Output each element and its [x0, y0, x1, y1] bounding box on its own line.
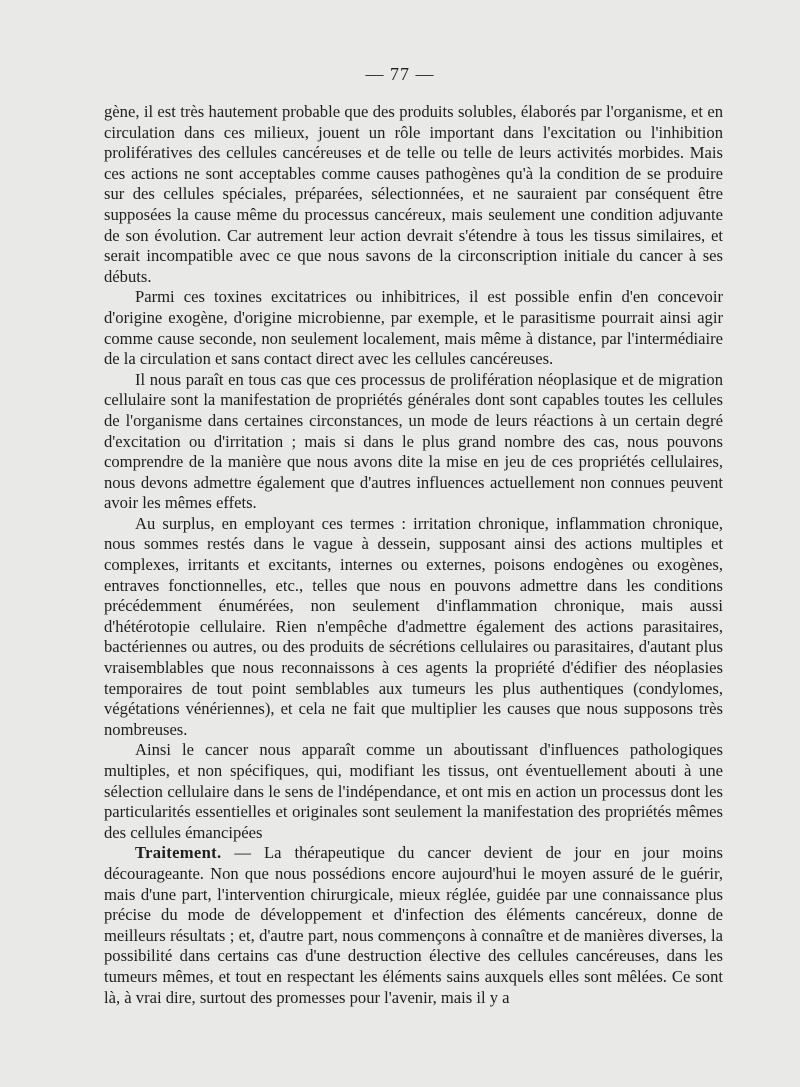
body-text: [104, 102, 723, 1008]
paragraph-6-text: — La thérapeutique du cancer devient de jour en jour moins décourageante. Non que nous possédions encore aujourd'hui le moyen assuré de le guérir, mais d'une part, l'intervention chirurgicale, mieux réglée, guidée par une connaissance plus précise du mode de développement et d'infection des éléments cancéreux, donne de meilleurs résultats ; et, d'autre part, nous commençons à connaître et de manières diverses, la possibilité dans certains cas d'une destruction élective des cellules cancéreuses, dans les tumeurs mêmes, et tout en respectant les éléments sains auxquels elles sont mêlées. Ce sont là, à vrai dire, surtout des promesses pour l'avenir, mais il y a: [104, 843, 723, 1007]
paragraph-3: Il nous paraît en tous cas que ces processus de prolifération néoplasique et de migration cellulaire sont la manifestation de propriétés générales dont sont capables toutes les cellules de l'organisme dans certaines circonstances, un mode de leurs réactions à un certain degré d'excitation ou d'irritation ; mais si dans le plus grand nombre des cas, nous pouvons comprendre de la manière que nous avons dite la mise en jeu de ces propriétés cellulaires, nous devons admettre également que d'autres influences actuellement non connues peuvent avoir les mêmes effets.: [104, 369, 723, 513]
paragraph-1: gène, il est très hautement probable que des produits solubles, élaborés par l'organisme, et en circulation dans ces milieux, jouent un rôle important dans l'excitation ou l'inhibition prolifératives des cellules cancéreuses et de telle ou telle de leurs activités morbides. Mais ces actions ne sont acceptables comme causes pathogènes qu'à la condition de se produire sur des cellules spéciales, préparées, sélectionnées, et ne sauraient par conséquent être supposées la cause même du processus cancéreux, mais seulement une condition adjuvante de son évolution. Car autrement leur action devrait s'étendre à tous les tissus similaires, et serait incompatible avec ce que nous savons de la circonscription initiale du cancer à ses débuts.: [104, 102, 723, 286]
paragraph-6: [104, 843, 723, 1008]
paragraph-2: Parmi ces toxines excitatrices ou inhibitrices, il est possible enfin d'en concevoir d'origine exogène, d'origine microbienne, par exemple, et le parasitisme pourrait ainsi agir comme cause seconde, non seulement localement, mais même à distance, par l'intermédiaire de la circulation et sans contact direct avec les cellules cancéreuses.: [104, 287, 723, 369]
paragraph-5: Ainsi le cancer nous apparaît comme un aboutissant d'influences pathologiques multiples, et non spécifiques, qui, modifiant les tissus, ont éventuellement abouti à une sélection cellulaire dans le sens de l'indépendance, et ont mis en action un processus dont les particularités essentielles et originales sont seulement la manifestation des propriétés mêmes des cellules émancipées: [104, 740, 723, 842]
page-number: — 77 —: [365, 64, 435, 84]
section-heading-traitement: Traitement.: [135, 843, 222, 863]
paragraph-4: Au surplus, en employant ces termes : irritation chronique, inflammation chronique, nous sommes restés dans le vague à dessein, supposant ainsi des actions multiples et complexes, irritants et excitants, internes ou externes, poisons endogènes ou exogènes, entraves fonctionnelles, etc., telles que nous en pouvons admettre dans les conditions précédemment énumérées, non seulement d'inflammation chronique, mais aussi d'hétérotopie cellulaire. Rien n'empêche d'admettre également des actions parasitaires, bactériennes ou autres, ou des produits de sécrétions cellulaires ou parasitaires, d'autant plus vraisemblables que nous reconnaissons à ces agents la propriété d'édifier des néoplasies temporaires de tout point semblables aux tumeurs les plus authentiques (condylomes, végétations vénériennes), et cela ne fait que multiplier les causes que nous supposons très nombreuses.: [104, 513, 723, 739]
